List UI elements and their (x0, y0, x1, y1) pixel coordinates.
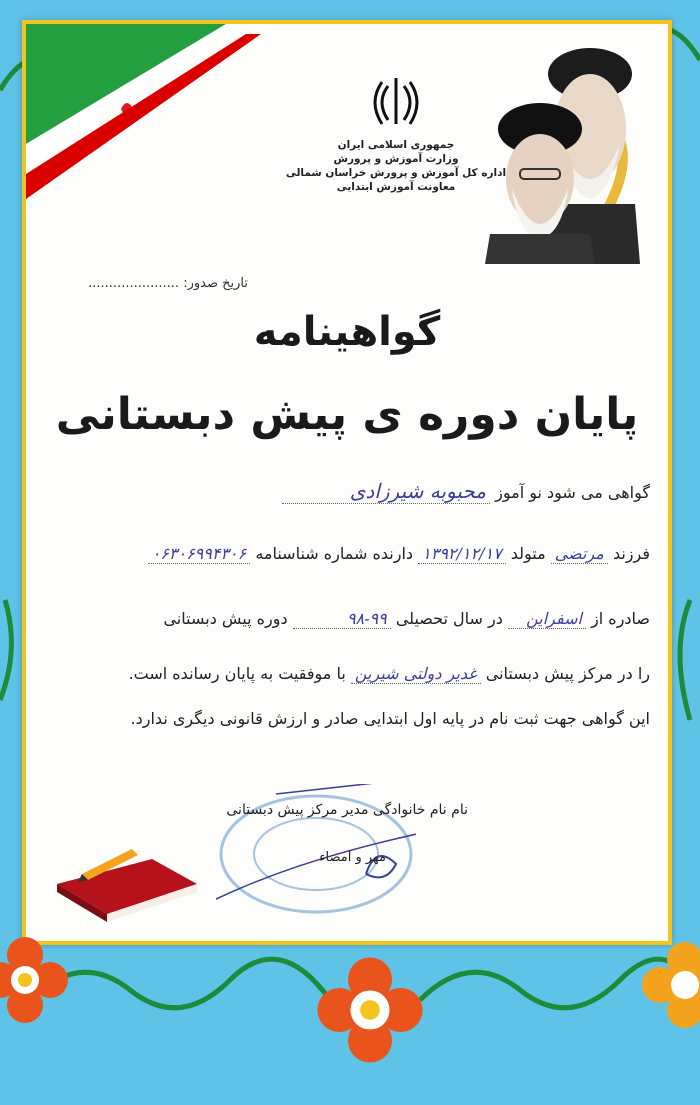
center-label: را در مرکز پیش دبستانی (485, 664, 650, 683)
school-year-label: در سال تحصیلی (395, 609, 503, 628)
born-label: متولد (510, 544, 546, 563)
line-issue (163, 609, 650, 629)
org-line-2: وزارت آموزش و پرورش (333, 153, 459, 165)
city: اسفراین (508, 609, 586, 629)
flower-icon (315, 955, 425, 1065)
certificate-subtitle: پایان دوره ی پیش دبستانی (55, 389, 639, 440)
org-line-4: معاونت آموزش ابتدایی (336, 181, 456, 193)
line-student (282, 479, 650, 504)
leaders-portrait (480, 34, 650, 264)
success-text: با موفقیت به پایان رسانده است. (128, 664, 346, 683)
flag-icon (26, 24, 286, 254)
student-name: محبوبه شیرزادی (282, 479, 490, 504)
father-name: مرتضی (551, 544, 608, 564)
iran-emblem-icon (366, 72, 426, 132)
child-of-label: فرزند (612, 544, 650, 563)
flower-icon (640, 940, 700, 1030)
issued-from-label: صادره از (591, 609, 650, 628)
flower-icon (0, 935, 70, 1025)
line1-text: گواهی می شود نو آموز (495, 483, 650, 502)
school-year: ۹۸-۹۹ (293, 609, 391, 629)
certificate-title: گواهینامه (253, 309, 441, 355)
id-label: دارنده شماره شناسنامه (255, 544, 414, 563)
issue-date (88, 276, 248, 291)
birth-date: ۱۳۹۲/۱۲/۱۷ (418, 544, 506, 564)
note-line: این گواهی جهت ثبت نام در پایه اول ابتدایی صادر و ارزش قانونی دیگری ندارد. (130, 709, 650, 728)
line-parent (148, 544, 650, 564)
certificate-paper (22, 20, 672, 945)
period-label: دوره پیش دبستانی (163, 609, 288, 628)
center-name: غدیر دولتی شیرین (351, 664, 481, 684)
org-line-3: اداره کل آموزش و پرورش خراسان شمالی (285, 167, 507, 179)
seal-label: مهر و امضاء (319, 850, 386, 865)
issue-date-value: ...................... (88, 276, 180, 291)
book-pencil-icon (52, 844, 202, 924)
director-label: نام نام خانوادگی مدیر مرکز پیش دبستانی (226, 802, 468, 818)
id-number: ۰۶۳۰۶۹۹۴۳۰۶ (148, 544, 251, 564)
issue-date-label: تاریخ صدور: (183, 276, 248, 291)
line-center (129, 664, 650, 684)
org-line-1: جمهوری اسلامی ایران (337, 139, 455, 151)
